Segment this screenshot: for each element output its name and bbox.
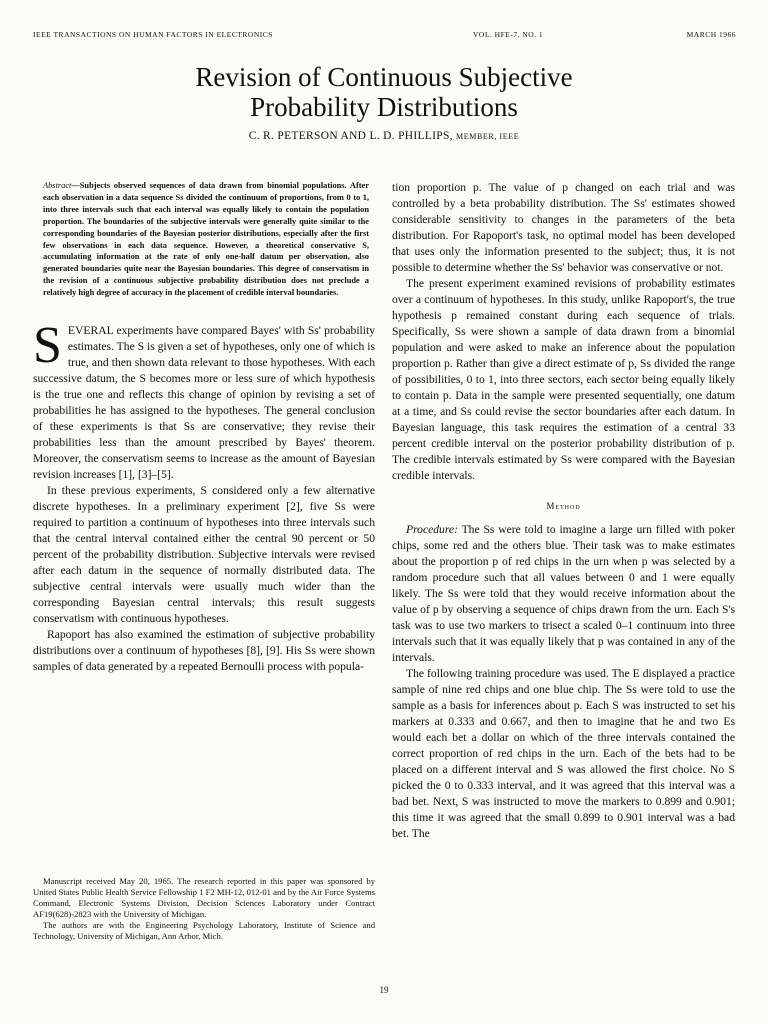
left-column	[33, 180, 375, 675]
procedure-text: The Ss were told to imagine a large urn filled with poker chips, some red and the others blue. Their task was to make estimates about the proportion p of red chips in the urn when p was selected by a random procedure such that all values between 0 and 1 were equally likely. The Ss were told that they would receive information about the value of p by observing a sequence of chips drawn from the urn. Each S's task was to use two markers to trisect a scaled 0–1 continuum into three intervals such that it was equally likely that p was contained in any of the intervals.	[392, 523, 735, 664]
section-heading-method: Method	[546, 501, 581, 511]
footnote-manuscript: Manuscript received May 20, 1965. The research reported in this paper was sponsored by United States Public Health Service Fellowship 1 F2 MH-12, 012-01 and by the Air Force Systems Command, Electronic Systems Division, Decision Sciences Laboratory under Contract AF19(628)-2823 with the University of Michigan.	[33, 876, 375, 919]
training-paragraph: The following training procedure was used. The E displayed a practice sample of nine red chips and one blue chip. The Ss were told to use the sample as a basis for inferences about p. Each S was instructed to set his markers at 0.333 and 0.667, and then to imagine that he and two Es would each bet a dollar on which of the three intervals contained the correct proportion of red chips in the urn. Each of the bets had to be placed on a different interval and S was allowed the first choice. No S picked the 0 to 0.333 interval, and it was agreed that this interval was a bad bet. Next, S was instructed to move the markers to 0.899 and 0.901; this time it was agreed that the small 0.899 to 0.901 interval was a bad bet. The	[392, 667, 735, 840]
journal-name: IEEE TRANSACTIONS ON HUMAN FACTORS IN ELECTRONICS	[33, 30, 273, 39]
intro-paragraph-2: In these previous experiments, S considered only a few alternative discrete hypotheses. In a preliminary experiment [2], five Ss were required to partition a continuum of hypotheses into three intervals such that the central interval contained either the central 90 percent or 50 percent of the probability distribution. Subjective intervals were revised after each datum in the sequence of normally distributed data. The subjective central intervals were usually much wider than the corresponding Bayesian central intervals; this result suggests conservatism with continuous hypotheses.	[33, 484, 375, 626]
footnote-affiliation: The authors are with the Engineering Psychology Laboratory, Institute of Science and Technology, University of Michigan, Ann Arbor, Mich.	[33, 920, 375, 941]
intro-paragraph-1-text: EVERAL experiments have compared Bayes' with Ss' probability estimates. The S is given a set of hypotheses, only one of which is true, and then shown data relevant to those hypotheses. With each successive datum, the S becomes more or less sure of which hypothesis is the true one and reflects this change of opinion by revising a set of probabilities he has assigned to the hypotheses. The general conclusion of these experiments is that Ss are conservative; they revise their probabilities less than the amount prescribed by Bayes' theorem. Moreover, the conservatism seems to increase as the amount of Bayesian revision increases [1], [3]–[5].	[33, 324, 375, 482]
drop-cap: S	[33, 317, 62, 375]
page-number: 19	[379, 985, 389, 995]
procedure-paragraph	[392, 522, 735, 666]
procedure-label: Procedure:	[406, 523, 458, 536]
volume-info: VOL. HFE-7, NO. 1	[473, 30, 544, 39]
issue-date: MARCH 1966	[686, 30, 736, 39]
body-paragraph-present-experiment: The present experiment examined revisions of probability estimates over a continuum of hypotheses. In this study, unlike Rapoport's, the true hypothesis p remained constant during each sequence of trials. Specifically, Ss were shown a sample of data drawn from a binomial population and were asked to make an inference about the population proportion p. Rather than give a direct estimate of p, Ss divided the range of possibilities, 0 to 1, into three sectors, each sector being equally likely to contain p. Data in the sample were presented sequentially, one datum at a time, and Ss could revise the sector boundaries after each datum. In Bayesian language, this task requires the estimation of a central 33 percent credible interval on the posterior probability distribution of p. The credible intervals estimated by Ss were compared with the Bayesian credible intervals.	[392, 277, 735, 482]
intro-paragraph-1	[33, 317, 375, 483]
body-paragraph-continued: tion proportion p. The value of p changed on each trial and was controlled by a beta probability distribution. The Ss' estimates showed considerable sensitivity to changes in the parameters of the beta distribution. For Rapoport's task, no optimal model has been developed that uses only the information presented to the subject; thus, it is not possible to determine whether the Ss' behavior was conservative or not.	[392, 181, 735, 274]
paper-title	[0, 62, 768, 122]
right-column	[392, 180, 735, 842]
author-names: C. R. PETERSON AND L. D. PHILLIPS,	[248, 130, 453, 142]
author-membership: MEMBER, IEEE	[456, 132, 520, 141]
intro-paragraph-3: Rapoport has also examined the estimation of subjective probability distributions over a continuum of hypotheses [8], [9]. His Ss were shown samples of data generated by a repeated Bernoulli process with popula-	[33, 628, 375, 674]
abstract-label: Abstract	[43, 181, 72, 190]
running-header	[33, 30, 736, 44]
abstract	[33, 180, 375, 299]
footnote	[33, 876, 375, 942]
paper-title-line1: Revision of Continuous Subjective	[195, 62, 573, 92]
paper-title-line2: Probability Distributions	[250, 92, 518, 122]
abstract-text: —Subjects observed sequences of data drawn from binomial populations. After each observation in a data sequence Ss divided the continuum of proportions, from 0 to 1, into three intervals such that each interval was equally likely to contain the population proportion. The boundaries of the subjective intervals were generally quite similar to the corresponding boundaries of the Bayesian posterior distributions, especially after the first few observations in each data sequence. However, a theoretical conservative S, accumulating information at the rate of only one-half datum per observation, also generated boundaries quite near the Bayesian boundaries. This degree of conservatism in the revision of a continuous subjective probability distribution does not preclude a relatively high degree of accuracy in the placement of credible interval boundaries.	[43, 181, 369, 298]
author-line	[0, 130, 768, 142]
